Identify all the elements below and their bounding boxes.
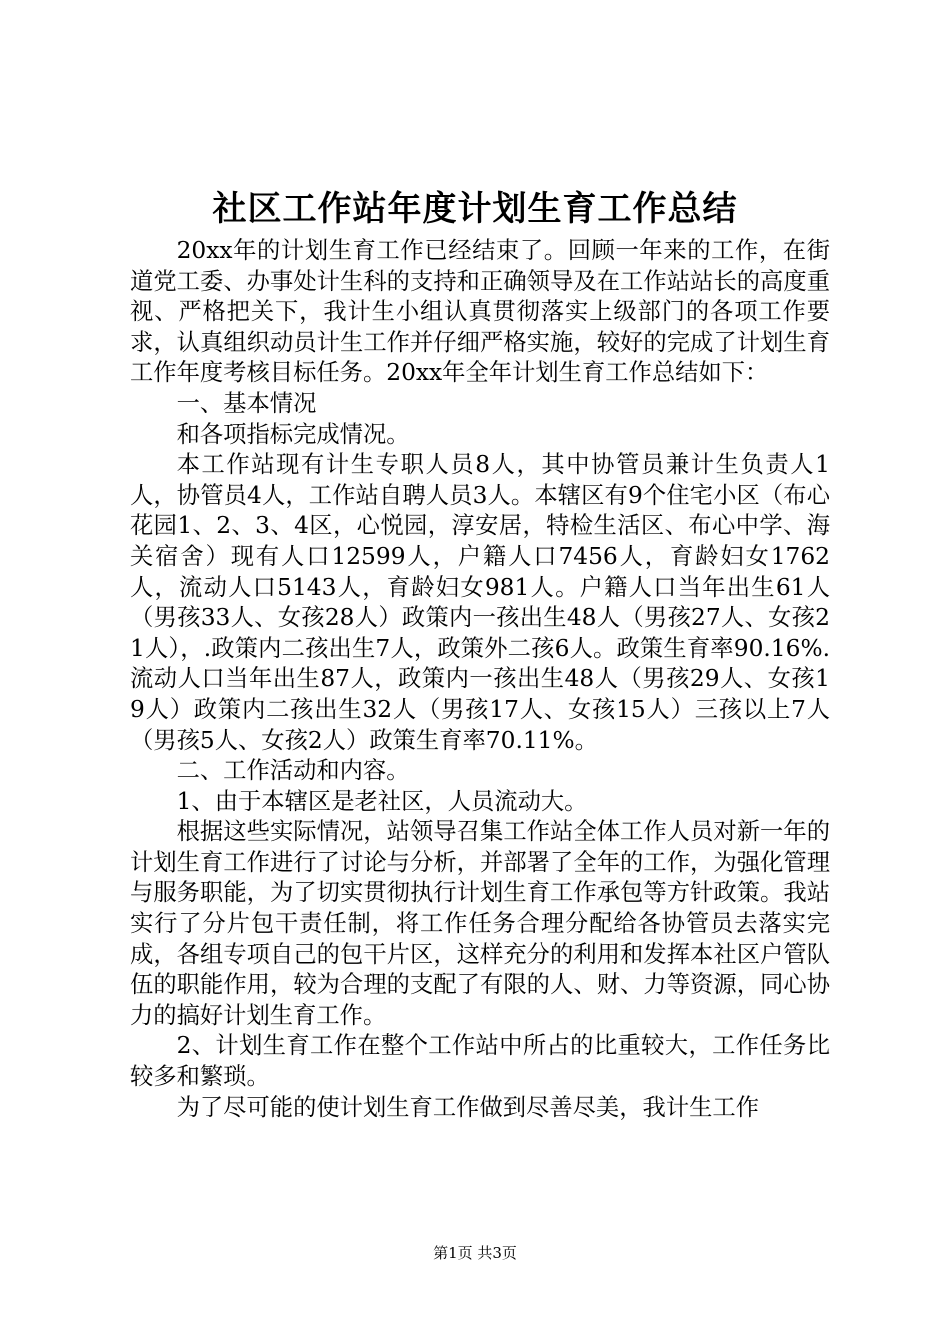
paragraph-responsibility: 根据这些实际情况，站领导召集工作站全体工作人员对新一年的计划生育工作进行了讨论与分析，并部署了全年的工作，为强化管理与服务职能，为了切实贯彻执行计划生育工作承包等方针政策。我站实行了分片包干责任制，将工作任务合理分配给各协管员去落实完成，各组专项自己的包干片区，这样充分的利用和发挥本社区户管队伍的职能作用，较为合理的支配了有限的人、财、力等资源，同心协力的搞好计划生育工作。 [130, 818, 830, 1029]
document-body [130, 236, 830, 1123]
paragraph-item-1: 1、由于本辖区是老社区，人员流动大。 [176, 787, 588, 815]
document-title: 社区工作站年度计划生育工作总结 [212, 189, 738, 229]
paragraph-item-2: 2、计划生育工作在整个工作站中所占的比重较大，工作任务比较多和繁琐。 [130, 1032, 830, 1091]
paragraph-continuation: 为了尽可能的使计划生育工作做到尽善尽美，我计生工作 [176, 1093, 760, 1121]
section-heading-activities: 二、工作活动和内容。 [176, 757, 410, 785]
paragraph-intro: 20xx年的计划生育工作已经结束了。回顾一年来的工作，在街道党工委、办事处计生科的支持和正确领导及在工作站站长的高度重视、严格把关下，我计生小组认真贯彻落实上级部门的各项工作要求，认真组织动员计生工作并仔细严格实施，较好的完成了计划生育工作年度考核目标任务。20xx年全年计划生育工作总结如下： [130, 237, 830, 387]
paragraph-indicators: 和各项指标完成情况。 [176, 420, 410, 448]
paragraph-statistics: 本工作站现有计生专职人员8人，其中协管员兼计生负责人1人，协管员4人，工作站自聘人员3人。本辖区有9个住宅小区（布心花园1、2、3、4区，心悦园，淳安居，特检生活区、布心中学、海关宿舍）现有人口12599人，户籍人口7456人，育龄妇女1762人，流动人口5143人，育龄妇女981人。户籍人口当年出生61人（男孩33人、女孩28人）政策内一孩出生48人（男孩27人、女孩21人），.政策内二孩出生7人，政策外二孩6人。政策生育率90.16%.流动人口当年出生87人，政策内一孩出生48人（男孩29人、女孩19人）政策内二孩出生32人（男孩17人、女孩15人）三孩以上7人（男孩5人、女孩2人）政策生育率70.11%。 [130, 451, 830, 754]
page-footer: 第1页 共3页 [433, 1244, 517, 1262]
section-heading-basic: 一、基本情况 [176, 389, 317, 417]
